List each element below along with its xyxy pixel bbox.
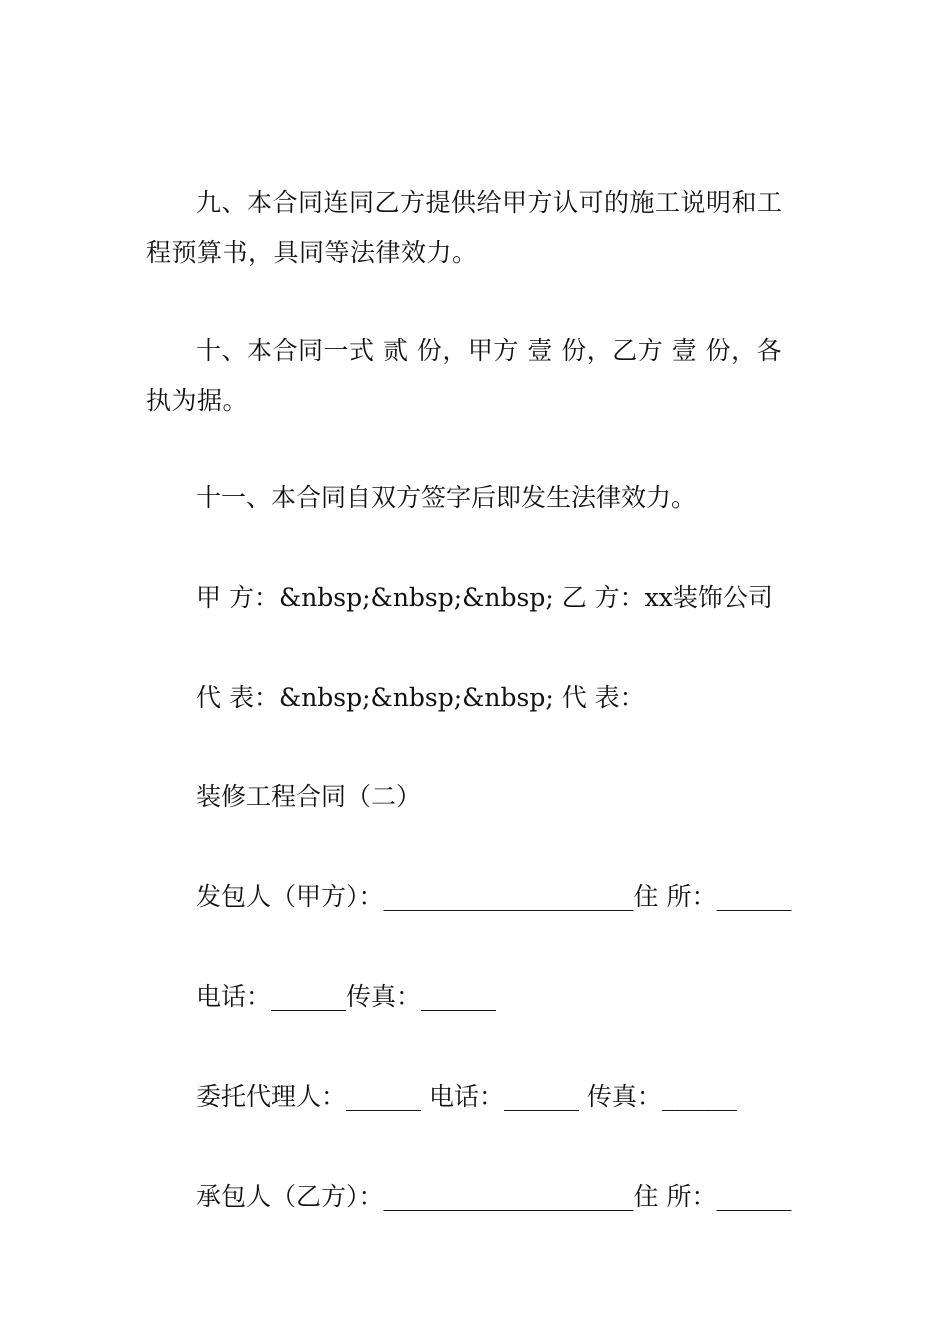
representative-line: 代 表：&nbsp;&nbsp;&nbsp; 代 表： — [196, 683, 645, 712]
employer-line: 发包人（甲方）：____________________住 所：______ — [196, 882, 792, 911]
party-a-b-line: 甲 方：&nbsp;&nbsp;&nbsp; 乙 方：xx装饰公司 — [196, 583, 773, 612]
clause-11-line: 十一、本合同自双方签字后即发生法律效力。 — [196, 483, 697, 512]
clause-9-text: 九、本合同连同乙方提供给甲方认可的施工说明和工程预算书，具同等法律效力。 — [146, 188, 783, 267]
clause-9-paragraph — [146, 178, 806, 278]
contractor-line: 承包人（乙方）：____________________住 所：______ — [196, 1182, 792, 1211]
phone-fax-line: 电话：______传真：______ — [196, 982, 497, 1011]
clause-10-text: 十、本合同一式 贰 份，甲方 壹 份，乙方 壹 份，各执为据。 — [146, 336, 783, 415]
agent-line: 委托代理人：______ 电话：______ 传真：______ — [196, 1082, 737, 1111]
clause-10-paragraph — [146, 326, 806, 426]
contract-title-2: 装修工程合同（二） — [196, 782, 422, 811]
